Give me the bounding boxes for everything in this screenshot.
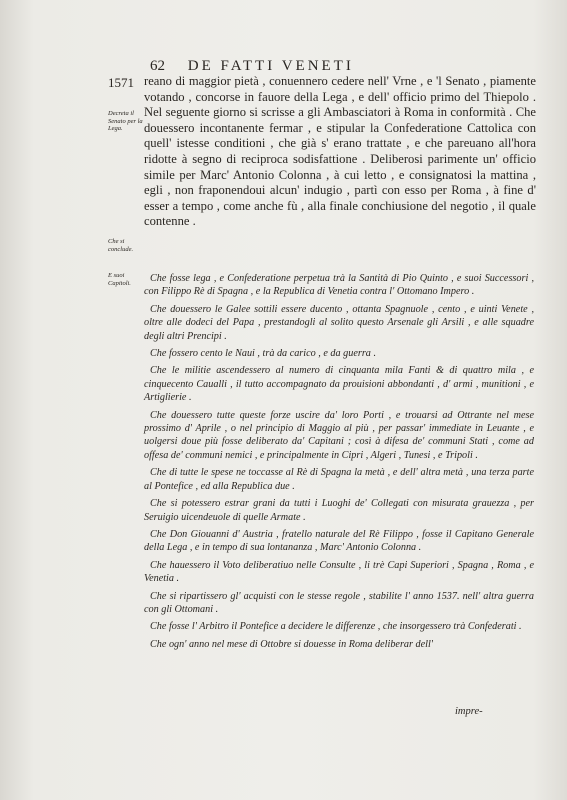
article-1: Che fosse lega , e Confederatione perpetua trà la Santità di Pio Quinto , e suoi Successori , con Filippo Rè di Spagna , e la Republica di Venetia contra l' Ottomano Impero . <box>144 273 534 298</box>
article-9: Che hauessero il Voto deliberatiuo nelle Consulte , li trè Capi Superiori , Spagna , Roma , e Venetia . <box>144 559 534 585</box>
running-header <box>150 58 354 75</box>
page-number: 62 <box>150 58 165 74</box>
narrative-paragraph: reano di maggior pietà , conuennero cedere nell' Vrne , e 'l Senato , piamente votando , concorse in fauore della Lega , e dell' officio primo del Thiepolo . Nel seguente giorno si scrisse a gli Ambasciatori à Roma in conformità . Che douessero incontanente fermar , e stipular la Confederatione Cattolica con quell' istesse conditioni , che già s' erano trattate , e che pareuano all'hora ridotte à segno di reciproca sodisfattione . Deliberosi parimente un' officio simile per Marc' Antonio Colonna , à cui letto , e consignatosi la mattina , egli , non fraponendoui alcun' indugio , partì con esso per Roma , à fine d' esser a tempo , come anche fù , alla finale conchiusione del negotio , il quale contenne . <box>144 74 536 229</box>
catchword: impre- <box>455 706 483 717</box>
article-12: Che ogn' anno nel mese di Ottobre si douesse in Roma deliberar dell' <box>150 638 433 650</box>
article-6: Che di tutte le spese ne toccasse al Rè di Spagna la metà , e dell' altra metà , una terza parte al Pontefice , ed alla Republica due . <box>144 467 534 492</box>
article-7: Che si potessero estrar grani da tutti i Luoghi de' Collegati con misurata grauezza , per Seruigio uicendeuole di quelle Armate . <box>144 498 534 523</box>
treaty-articles <box>144 272 534 655</box>
article-3: Che fossero cento le Naui , trà da carico , e da guerra . <box>150 348 376 360</box>
article-11: Che fosse l' Arbitro il Pontefice a decidere le differenze , che insorgessero trà Confederati . <box>150 621 522 633</box>
margin-year: 1571 <box>108 75 134 90</box>
margin-note-decree: Decreta il Senato per la Lega. <box>108 110 143 132</box>
article-2: Che douessero le Galee sottili essere ducento , ottanta Spagnuole , cento , e uinti Venete , oltre alle dodeci del Papa , prestandogli al solito questo Arsenale gli Arsili , e alle squadre degli altri Prencipi . <box>144 303 534 342</box>
margin-note-chapters: E suoi Capitoli. <box>108 272 131 287</box>
main-text <box>144 74 536 230</box>
article-5: Che douessero tutte queste forze uscire da' loro Porti , e trouarsi ad Ottrante nel mese prossimo d' Aprile , o nel principio di Maggio al più , per passar' immediate in Leuante , e uolgersi doue più fosse deliberato da' Capitani ; così à difesa de' communi Stati , come ad offesa de' communi nemici , e principalmente in Cipri , Algeri , Tunesi , e Tripoli . <box>144 409 534 461</box>
article-4: Che le militie ascendessero al numero di cinquanta mila Fanti & di quattro mila , e cinquecento Caualli , il tutto accompagnato da prouisioni abbondanti , d' armi , munitioni , e Artiglierie . <box>144 365 534 404</box>
article-10: Che si ripartissero gl' acquisti con le stesse regole , stabilite l' anno 1537. nell' altra guerra con gli Ottomani . <box>144 590 534 615</box>
running-title: DE FATTI VENETI <box>187 58 354 74</box>
article-8: Che Don Giouanni d' Austria , fratello naturale del Rè Filippo , fosse il Capitano Generale della Lega , e in tempo di sua lontananza , Marc' Antonio Colonna . <box>144 528 534 554</box>
margin-note-conclusion: Che si conclude. <box>108 238 134 253</box>
